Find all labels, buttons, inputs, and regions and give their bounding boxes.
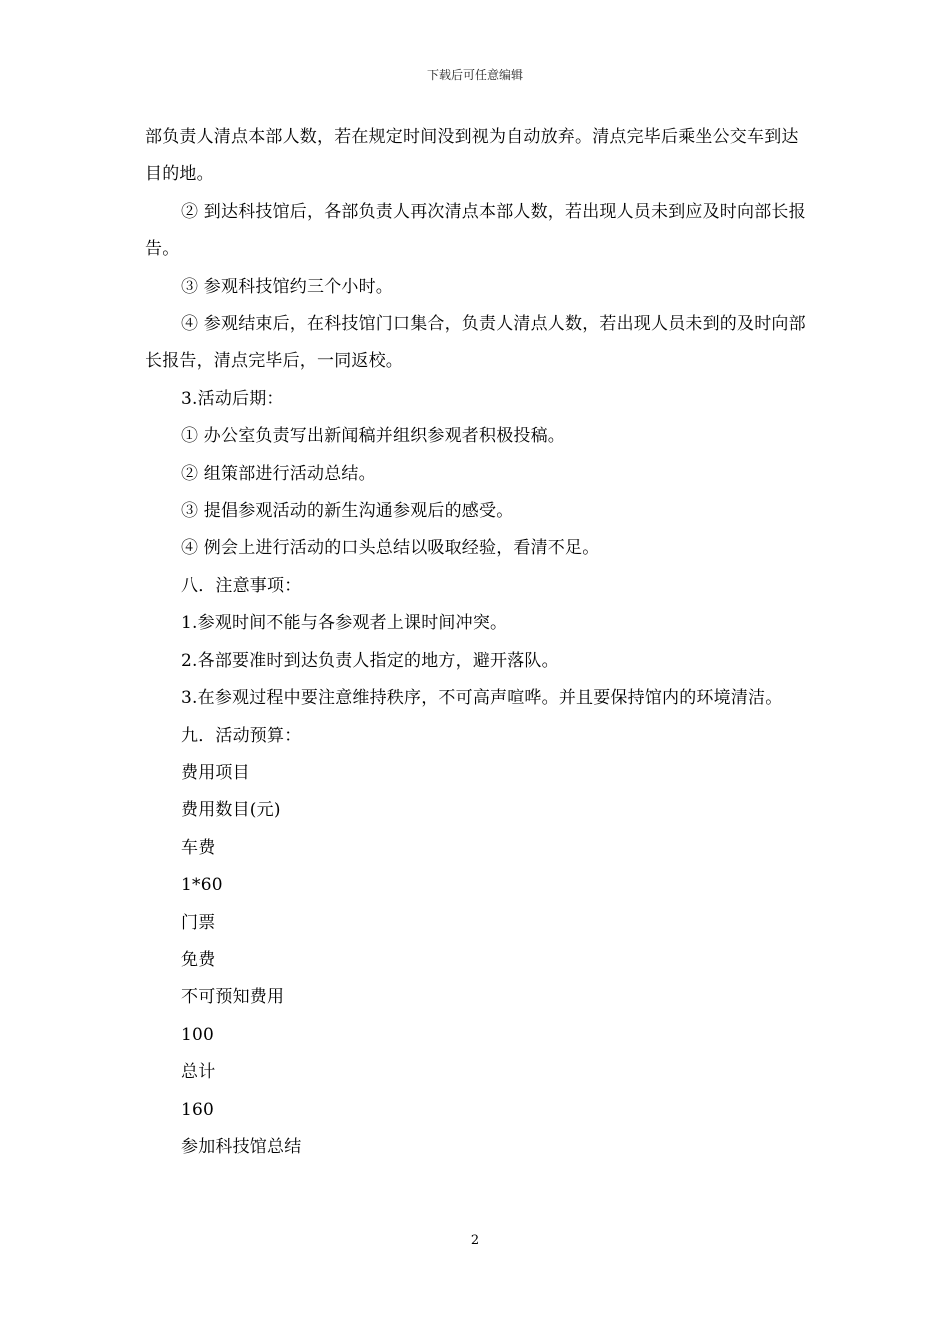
budget-amount-total: 160 — [181, 1099, 215, 1120]
paragraph-step-4: ④ 参观结束后，在科技馆门口集合，负责人清点人数，若出现人员未到的及时向部长报告，清点完毕后，一同返校。 — [145, 314, 806, 372]
document-body — [145, 119, 809, 1166]
page-header: 下载后可任意编辑 — [426, 68, 523, 82]
section-heading-post-activity: 3.活动后期： — [181, 388, 284, 409]
section-heading-summary: 参加科技馆总结 — [181, 1136, 302, 1157]
budget-header-item: 费用项目 — [181, 762, 250, 783]
page-number: 2 — [470, 1233, 480, 1248]
paragraph-step-2: ② 到达科技馆后，各部负责人再次清点本部人数，若出现人员未到应及时向部长报告。 — [145, 201, 806, 260]
paragraph-post-4: ④ 例会上进行活动的口头总结以吸取经验，看清不足。 — [181, 538, 600, 559]
section-heading-budget: 九．活动预算： — [181, 725, 302, 746]
paragraph-continuation: 部负责人清点本部人数，若在规定时间没到视为自动放弃。清点完毕后乘坐公交车到达目的地。 — [145, 127, 799, 185]
budget-amount-bus: 1*60 — [181, 875, 223, 896]
budget-item-total: 总计 — [181, 1062, 216, 1083]
paragraph-note-2: 2.各部要准时到达负责人指定的地方，避开落队。 — [181, 650, 559, 671]
budget-header-amount: 费用数目(元) — [181, 800, 281, 821]
budget-item-unforeseen: 不可预知费用 — [181, 987, 285, 1008]
paragraph-step-3: ③ 参观科技馆约三个小时。 — [181, 276, 394, 297]
paragraph-post-2: ② 组策部进行活动总结。 — [181, 463, 376, 484]
paragraph-note-1: 1.参观时间不能与各参观者上课时间冲突。 — [181, 613, 508, 634]
paragraph-note-3: 3.在参观过程中要注意维持秩序，不可高声喧哗。并且要保持馆内的环境清洁。 — [181, 688, 783, 709]
paragraph-post-3: ③ 提倡参观活动的新生沟通参观后的感受。 — [181, 501, 514, 522]
budget-item-bus: 车费 — [181, 837, 216, 858]
budget-item-ticket: 门票 — [181, 912, 216, 933]
paragraph-post-1: ① 办公室负责写出新闻稿并组织参观者积极投稿。 — [181, 426, 566, 447]
budget-amount-unforeseen: 100 — [181, 1024, 215, 1045]
section-heading-notes: 八．注意事项： — [181, 575, 302, 596]
budget-amount-ticket: 免费 — [181, 949, 216, 970]
